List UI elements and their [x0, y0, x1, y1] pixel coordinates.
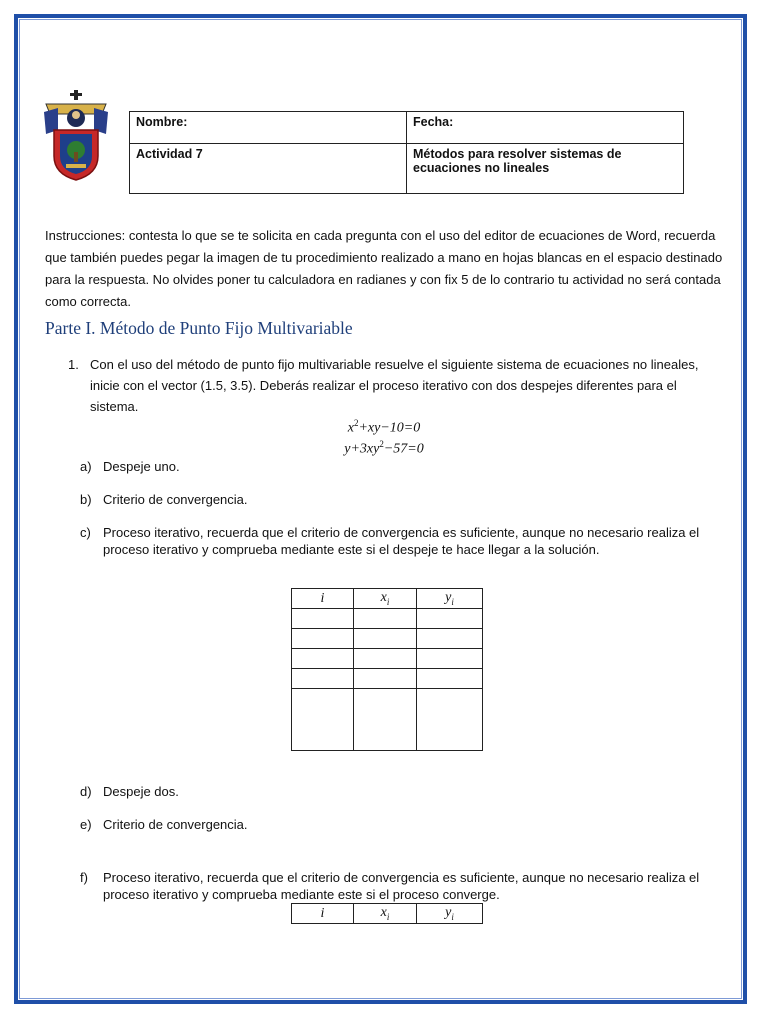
- item-f: [80, 869, 730, 903]
- question-text: Con el uso del método de punto fijo multivariable resuelve el siguiente sistema de ecuaciones no lineales, inicie con el vector (1.5, 3.5). Deberás realizar el proceso iterativo con dos despejes diferentes para el sistema.: [90, 357, 699, 414]
- table-row: [292, 649, 483, 669]
- cell[interactable]: [292, 689, 354, 751]
- question-1: [68, 354, 728, 417]
- table-row: [292, 689, 483, 751]
- iteration-table-2: [291, 903, 483, 924]
- header-i: i: [292, 589, 354, 609]
- cell[interactable]: [417, 689, 483, 751]
- instructions-paragraph: Instrucciones: contesta lo que se te solicita en cada pregunta con el uso del editor de ecuaciones de Word, recuerda que también puedes pegar la imagen de tu procedimiento realizado a mano en hojas blancas en el espacio destinado para la respuesta. No olvides poner tu calculadora en radianes y con fix 5 de lo contrario tu actividad no será contada como correcta.: [45, 228, 723, 309]
- item-label: a): [80, 459, 92, 474]
- item-e: [80, 816, 730, 833]
- cell[interactable]: [417, 669, 483, 689]
- item-d: [80, 783, 730, 800]
- header-i: i: [292, 904, 354, 924]
- item-text: Proceso iterativo, recuerda que el criterio de convergencia es suficiente, aunque no necesario realiza el proceso iterativo y comprueba mediante este si el despeje te hace llegar a la solución.: [103, 525, 700, 557]
- item-b: [80, 491, 730, 508]
- cell[interactable]: [354, 629, 417, 649]
- part-title: Parte I. Método de Punto Fijo Multivariable: [45, 318, 353, 338]
- item-label: f): [80, 870, 88, 885]
- equation-2-exponent: 2: [379, 439, 384, 449]
- equation-2: [0, 439, 768, 458]
- cell[interactable]: [292, 649, 354, 669]
- equation-1-exponent: 2: [353, 418, 359, 428]
- cell[interactable]: [292, 609, 354, 629]
- cell[interactable]: [417, 629, 483, 649]
- header-x: $x_i$: [354, 589, 417, 609]
- cell[interactable]: [417, 649, 483, 669]
- item-label: b): [80, 492, 92, 507]
- equation-1-var: x: [347, 420, 354, 436]
- header-x: $x_i$: [354, 904, 417, 924]
- cell[interactable]: [292, 629, 354, 649]
- iteration-table-1: [291, 588, 483, 751]
- item-text: Proceso iterativo, recuerda que el criterio de convergencia es suficiente, aunque no necesario realiza el proceso iterativo y comprueba mediante este si el proceso converge.: [103, 870, 700, 902]
- cell[interactable]: [354, 649, 417, 669]
- equation-2-var: y+3xy: [344, 441, 380, 457]
- equation-2-rest: −57=0: [383, 441, 424, 457]
- cell[interactable]: [354, 609, 417, 629]
- fecha-label: Fecha:: [407, 112, 684, 144]
- nombre-label: Nombre:: [130, 112, 407, 144]
- item-text: Despeje uno.: [103, 459, 180, 474]
- item-label: e): [80, 817, 92, 832]
- header-y: $y_i$: [417, 904, 483, 924]
- table-row: [292, 609, 483, 629]
- item-label: d): [80, 784, 92, 799]
- item-text: Despeje dos.: [103, 784, 179, 799]
- item-label: c): [80, 525, 91, 540]
- cell[interactable]: [354, 689, 417, 751]
- item-text: Criterio de convergencia.: [103, 492, 248, 507]
- question-number: 1.: [68, 357, 79, 372]
- university-crest-icon: [40, 90, 112, 182]
- equation-1-rest: +xy−10=0: [358, 420, 421, 436]
- cell[interactable]: [354, 669, 417, 689]
- table-row: [292, 669, 483, 689]
- cell[interactable]: [417, 609, 483, 629]
- activity-topic: Métodos para resolver sistemas de ecuaciones no lineales: [407, 144, 684, 194]
- item-text: Criterio de convergencia.: [103, 817, 248, 832]
- actividad-label: Actividad 7: [130, 144, 407, 194]
- item-a: [80, 458, 730, 475]
- table-row: [292, 629, 483, 649]
- cell[interactable]: [292, 669, 354, 689]
- item-c: [80, 524, 730, 558]
- header-table: [129, 111, 684, 194]
- header-y: $y_i$: [417, 589, 483, 609]
- equation-1: [0, 418, 768, 437]
